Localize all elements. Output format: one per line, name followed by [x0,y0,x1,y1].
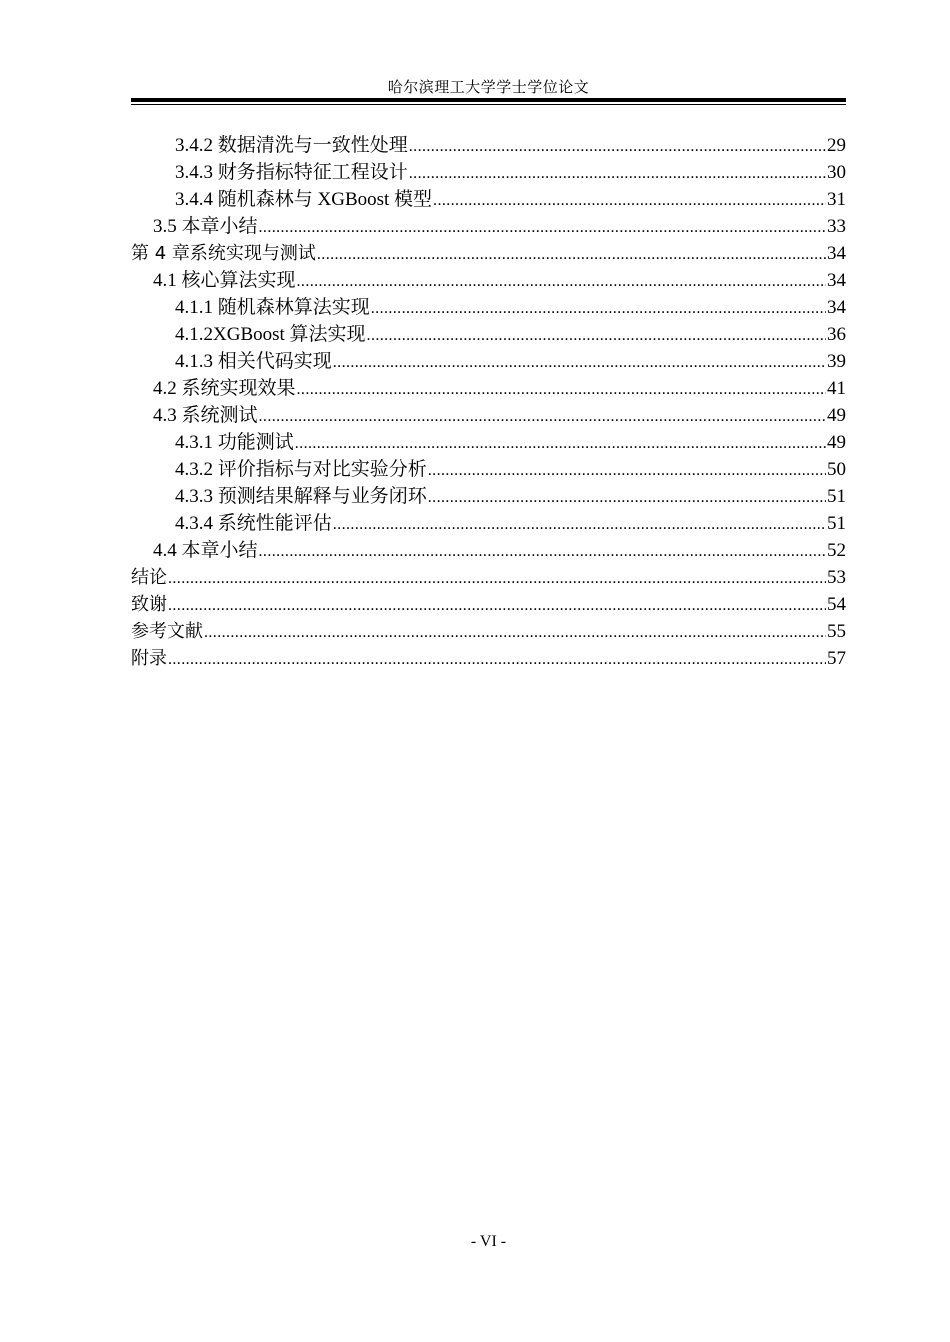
toc-entry[interactable] [131,294,846,321]
toc-entry[interactable] [131,240,846,267]
toc-entry[interactable] [131,186,846,213]
toc-dot-leader [367,322,826,349]
toc-entry-label: 4.3.4 系统性能评估 [175,513,332,534]
toc-dot-leader [168,565,826,592]
toc-dot-leader [409,160,826,187]
toc-entry[interactable] [131,321,846,348]
toc-entry-page: 36 [827,324,846,345]
toc-entry-label: 4.1.1 随机森林算法实现 [175,297,370,318]
toc-dot-leader [168,592,826,619]
toc-entry[interactable] [131,402,846,429]
toc-entry-label: 4.1.2XGBoost 算法实现 [175,324,366,345]
toc-dot-leader [259,538,826,565]
toc-entry-label: 4.3.2 评价指标与对比实验分析 [175,459,427,480]
toc-entry-page: 39 [827,351,846,372]
toc-entry-page: 31 [827,189,846,210]
toc-dot-leader [297,268,826,295]
page-header-title: 哈尔滨理工大学学士学位论文 [387,80,590,96]
toc-entry-label: 3.4.2 数据清洗与一致性处理 [175,135,408,156]
toc-entry[interactable] [131,591,846,618]
toc-entry-page: 55 [827,621,846,642]
toc-entry[interactable] [131,564,846,591]
toc-dot-leader [297,376,826,403]
toc-entry-page: 33 [827,216,846,237]
toc-entry-page: 34 [827,297,846,318]
toc-entry[interactable] [131,159,846,186]
toc-entry-label: 附录 [131,648,167,669]
toc-dot-leader [333,349,826,376]
toc-entry-page: 34 [827,270,846,291]
toc-dot-leader [371,295,826,322]
page-number: - VI - [470,1233,507,1250]
toc-entry[interactable] [131,132,846,159]
toc-entry[interactable] [131,267,846,294]
toc-entry-label: 4.3.1 功能测试 [175,432,294,453]
header-rule-thin [131,104,846,105]
toc-dot-leader [433,187,826,214]
toc-entry-page: 34 [827,243,846,264]
toc-entry-label: 4.3.3 预测结果解释与业务闭环 [175,486,427,507]
toc-entry-label: 4.1.3 相关代码实现 [175,351,332,372]
toc-entry[interactable] [131,537,846,564]
toc-entry-label: 4.2 系统实现效果 [153,378,296,399]
toc-entry-page: 53 [827,567,846,588]
toc-entry[interactable] [131,456,846,483]
toc-entry-label: 参考文献 [131,621,203,642]
toc-entry[interactable] [131,645,846,672]
toc-entry-page: 29 [827,135,846,156]
toc-entry-page: 52 [827,540,846,561]
toc-entry[interactable] [131,348,846,375]
toc-entry-label: 3.5 本章小结 [153,216,258,237]
toc-entry-page: 49 [827,405,846,426]
toc-dot-leader [168,646,826,673]
toc-entry-label: 4.3 系统测试 [153,405,258,426]
table-of-contents [131,132,846,672]
toc-entry[interactable] [131,375,846,402]
toc-entry-page: 49 [827,432,846,453]
toc-entry-label: 3.4.3 财务指标特征工程设计 [175,162,408,183]
toc-entry[interactable] [131,213,846,240]
toc-entry-page: 51 [827,486,846,507]
toc-entry-label: 致谢 [131,594,167,615]
toc-entry-label: 第 4 章系统实现与测试 [131,243,316,264]
toc-entry-label: 4.1 核心算法实现 [153,270,296,291]
toc-dot-leader [295,430,826,457]
toc-entry-label: 结论 [131,567,167,588]
toc-dot-leader [333,511,826,538]
toc-dot-leader [428,484,826,511]
header-rule-thick [131,98,846,102]
toc-entry-label: 3.4.4 随机森林与 XGBoost 模型 [175,189,433,210]
toc-entry-page: 41 [827,378,846,399]
toc-dot-leader [428,457,826,484]
toc-entry-page: 54 [827,594,846,615]
toc-entry[interactable] [131,429,846,456]
toc-entry-label: 4.4 本章小结 [153,540,258,561]
toc-dot-leader [259,403,826,430]
toc-entry-page: 51 [827,513,846,534]
toc-dot-leader [259,214,826,241]
toc-entry[interactable] [131,483,846,510]
toc-entry-page: 50 [827,459,846,480]
toc-entry-page: 30 [827,162,846,183]
toc-dot-leader [204,619,826,646]
toc-entry-page: 57 [827,648,846,669]
toc-dot-leader [317,241,826,268]
toc-entry[interactable] [131,618,846,645]
toc-dot-leader [409,133,826,160]
toc-entry[interactable] [131,510,846,537]
